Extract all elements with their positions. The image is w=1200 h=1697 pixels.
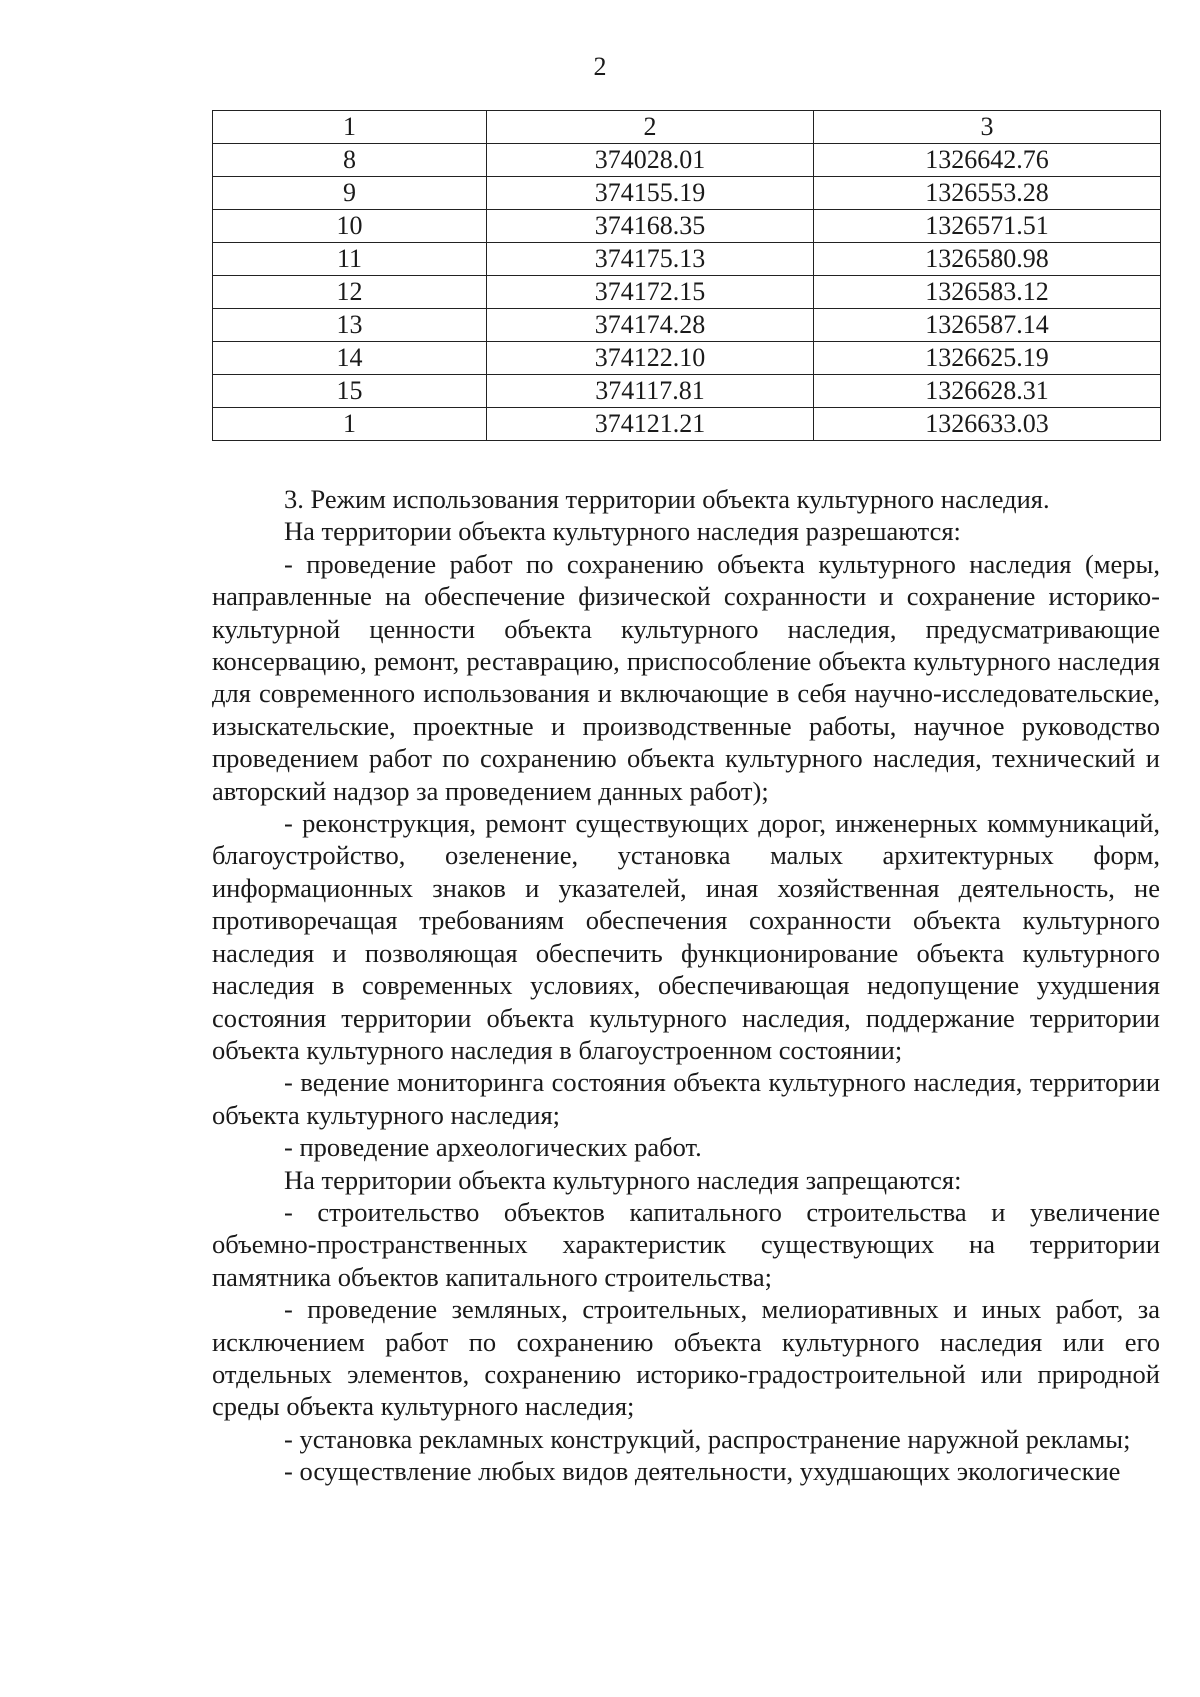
y-coordinate-cell: 1326583.12 (814, 276, 1161, 309)
y-coordinate-cell: 1326633.03 (814, 408, 1161, 441)
table-row (213, 276, 1161, 309)
point-number-cell: 12 (213, 276, 487, 309)
table-row (213, 177, 1161, 210)
list-item: - ведение мониторинга состояния объекта культурного наследия, территории объекта культурного наследия; (212, 1067, 1160, 1130)
list-item: - проведение земляных, строительных, мелиоративных и иных работ, за исключением работ по сохранению объекта культурного наследия или его отдельных элементов, сохранению историко-градостроительной или природной среды объекта культурного наследия; (212, 1294, 1160, 1422)
x-coordinate-cell: 374175.13 (487, 243, 814, 276)
table-row (213, 408, 1161, 441)
table-row (213, 342, 1161, 375)
table-row (213, 309, 1161, 342)
x-coordinate-cell: 374155.19 (487, 177, 814, 210)
list-item: - реконструкция, ремонт существующих дорог, инженерных коммуникаций, благоустройство, озеленение, установка малых архитектурных форм, информационных знаков и указателей, иная хозяйственная деятельность, не противоречащая требованиям обеспечения сохранности объекта культурного наследия и позволяющая обеспечить функционирование объекта культурного наследия в современных условиях, обеспечивающая недопущение ухудшения состояния территории объекта культурного наследия, поддержание территории объекта культурного наследия в благоустроенном состоянии; (212, 808, 1160, 1065)
list-item: - проведение работ по сохранению объекта культурного наследия (меры, направленные на обеспечение физической сохранности и сохранение историко-культурной ценности объекта культурного наследия, предусматривающие консервацию, ремонт, реставрацию, приспособление объекта культурного наследия для современного использования и включающие в себя научно-исследовательские, изыскательские, проектные и производственные работы, научное руководство проведением работ по сохранению объекта культурного наследия, технический и авторский надзор за проведением данных работ); (212, 548, 1160, 806)
point-number-cell: 15 (213, 375, 487, 408)
table-row (213, 144, 1161, 177)
x-coordinate-cell: 374168.35 (487, 210, 814, 243)
y-coordinate-cell: 1326587.14 (814, 309, 1161, 342)
x-coordinate-cell: 374028.01 (487, 144, 814, 177)
list-item: - проведение археологических работ. (284, 1132, 702, 1163)
x-coordinate-cell: 374121.21 (487, 408, 814, 441)
point-number-cell: 9 (213, 177, 487, 210)
table-row (213, 243, 1161, 276)
permitted-intro: На территории объекта культурного наследия разрешаются: (284, 516, 961, 547)
table-row (213, 210, 1161, 243)
coordinates-table (212, 110, 1161, 441)
y-coordinate-cell: 1326580.98 (814, 243, 1161, 276)
point-number-cell: 1 (213, 408, 487, 441)
list-item: - осуществление любых видов деятельности, ухудшающих экологические (284, 1456, 1121, 1487)
y-coordinate-cell: 1326553.28 (814, 177, 1161, 210)
table-row (213, 375, 1161, 408)
x-coordinate-cell: 374174.28 (487, 309, 814, 342)
list-item: - строительство объектов капитального строительства и увеличение объемно-пространственных характеристик существующих на территории памятника объектов капитального строительства; (212, 1196, 1160, 1292)
table-header-row (213, 111, 1161, 144)
document-body (212, 483, 1160, 1488)
point-number-cell: 13 (213, 309, 487, 342)
prohibited-intro: На территории объекта культурного наследия запрещаются: (284, 1164, 962, 1195)
page-number: 2 (593, 52, 607, 81)
x-coordinate-cell: 374172.15 (487, 276, 814, 309)
x-coordinate-cell: 374117.81 (487, 375, 814, 408)
x-coordinate-cell: 374122.10 (487, 342, 814, 375)
header-cell: 1 (213, 111, 487, 144)
y-coordinate-cell: 1326571.51 (814, 210, 1161, 243)
header-cell: 3 (814, 111, 1161, 144)
y-coordinate-cell: 1326625.19 (814, 342, 1161, 375)
point-number-cell: 10 (213, 210, 487, 243)
point-number-cell: 14 (213, 342, 487, 375)
list-item: - установка рекламных конструкций, распространение наружной рекламы; (284, 1423, 1131, 1454)
point-number-cell: 11 (213, 243, 487, 276)
y-coordinate-cell: 1326642.76 (814, 144, 1161, 177)
header-cell: 2 (487, 111, 814, 144)
section-heading: 3. Режим использования территории объекта культурного наследия. (284, 484, 1050, 514)
point-number-cell: 8 (213, 144, 487, 177)
y-coordinate-cell: 1326628.31 (814, 375, 1161, 408)
